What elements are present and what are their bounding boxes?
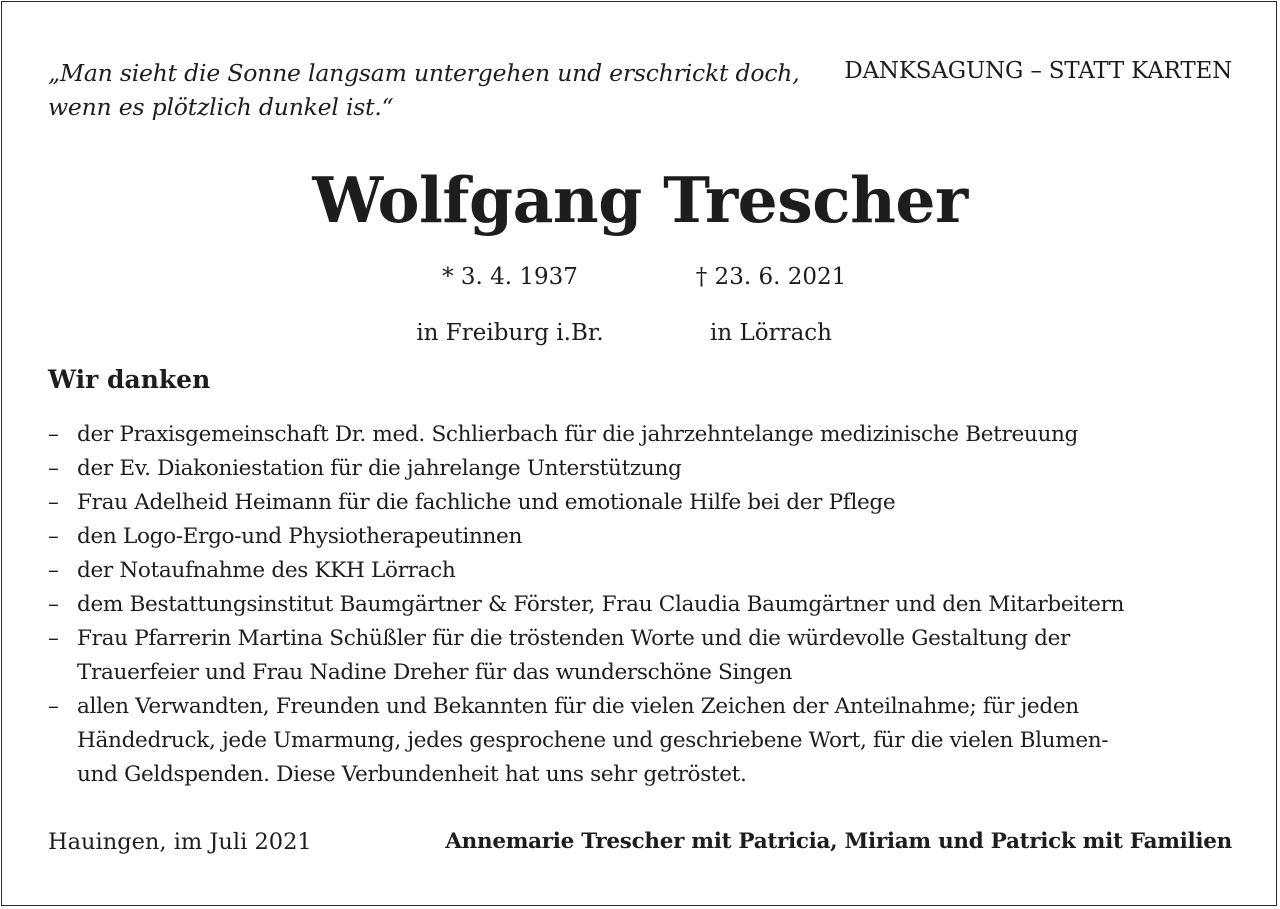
list-item — [48, 690, 1238, 792]
death-info — [666, 262, 876, 348]
birth-place: in Freiburg i.Br. — [416, 320, 604, 346]
place-date: Hauingen, im Juli 2021 — [48, 829, 312, 855]
list-item-text: der Ev. Diakoniestation für die jahrelange Unterstützung — [77, 456, 682, 481]
list-item — [48, 520, 1238, 554]
list-item — [48, 452, 1238, 486]
list-item-text: dem Bestattungsinstitut Baumgärtner & Förster, Frau Claudia Baumgärtner und den Mitarbeitern — [77, 592, 1125, 617]
list-item-text: der Praxisgemeinschaft Dr. med. Schlierbach für die jahrzehntelange medizinische Betreuung — [77, 422, 1079, 447]
list-item-text: Frau Pfarrerin Martina Schüßler für die tröstenden Worte und die würdevolle Gestaltung der Trauerfeier und Frau Nadine Dreher für das wunderschöne Singen — [77, 626, 1070, 685]
birth-info — [410, 262, 610, 348]
list-item — [48, 486, 1238, 520]
signature: Annemarie Trescher mit Patricia, Miriam und Patrick mit Familien — [445, 829, 1232, 854]
list-item-text: Frau Adelheid Heimann für die fachliche und emotionale Hilfe bei der Pflege — [77, 490, 896, 515]
dash-marker: – — [48, 490, 59, 515]
life-dates — [0, 262, 1280, 346]
deceased-name: Wolfgang Trescher — [312, 163, 968, 237]
list-item — [48, 588, 1238, 622]
dash-marker: – — [48, 558, 59, 583]
quote-line: „Man sieht die Sonne langsam untergehen und erschrickt doch, — [48, 59, 800, 87]
list-item — [48, 554, 1238, 588]
death-place: in Lörrach — [710, 320, 832, 346]
notice-heading: DANKSAGUNG – STATT KARTEN — [844, 58, 1232, 84]
quote-line: wenn es plötzlich dunkel ist.“ — [48, 93, 394, 121]
list-item — [48, 622, 1238, 690]
list-item — [48, 418, 1238, 452]
birth-date: * 3. 4. 1937 — [442, 264, 578, 290]
thanks-title: Wir danken — [48, 365, 211, 394]
dash-marker: – — [48, 694, 59, 719]
list-item-text: allen Verwandten, Freunden und Bekannten für die vielen Zeichen der Anteilnahme; für jeden Händedruck, jede Umarmung, jedes gesprochene und geschriebene Wort, für die vielen Blumen- und Geldspenden. Diese Verbundenheit hat uns sehr getröstet. — [77, 694, 1109, 787]
dash-marker: – — [48, 422, 59, 447]
dash-marker: – — [48, 592, 59, 617]
dash-marker: – — [48, 456, 59, 481]
list-item-text: der Notaufnahme des KKH Lörrach — [77, 558, 456, 583]
list-item-text: den Logo-Ergo-und Physiotherapeutinnen — [77, 524, 523, 549]
dash-marker: – — [48, 524, 59, 549]
death-date: † 23. 6. 2021 — [695, 264, 847, 290]
thanks-list — [48, 418, 1238, 792]
quote — [48, 56, 808, 124]
dash-marker: – — [48, 626, 59, 651]
